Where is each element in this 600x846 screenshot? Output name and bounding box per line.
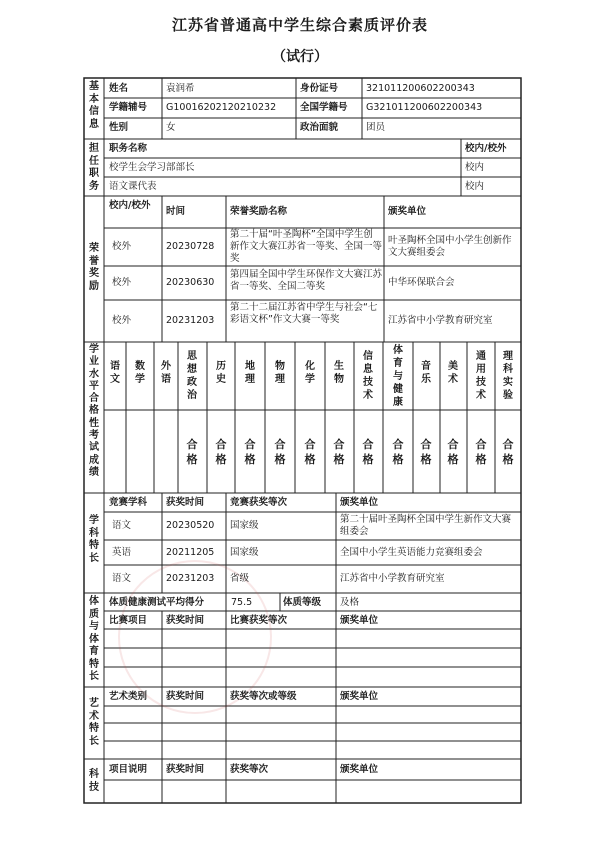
exam-subject: 外语 — [161, 361, 171, 385]
honor-row-scope: 校外 — [112, 241, 132, 252]
honor-row-scope: 校外 — [112, 277, 132, 288]
exam-grade: 合格 — [215, 438, 227, 466]
duty-row-name: 语文课代表 — [109, 181, 157, 192]
section-label-duty: 担任职务 — [89, 143, 99, 192]
reg-label: 学籍辅号 — [109, 102, 148, 113]
political-value: 团员 — [366, 122, 386, 133]
reg-value: G10016202120210232 — [166, 102, 277, 113]
exam-subject: 信息技术 — [363, 351, 373, 401]
exam-grade: 合格 — [304, 438, 316, 466]
exam-subject: 理科实验 — [503, 351, 513, 401]
exam-subject: 地理 — [245, 361, 255, 385]
national-label: 全国学籍号 — [300, 102, 348, 113]
subject-special-row-time: 20231203 — [166, 573, 215, 584]
duty-scope-header: 校内/校外 — [465, 143, 507, 154]
honor-time-header: 时间 — [166, 206, 186, 217]
duty-row-name: 校学生会学习部部长 — [109, 162, 195, 173]
subject-special-row-subject: 语文 — [112, 573, 132, 584]
exam-subject: 化学 — [305, 361, 315, 385]
exam-subject: 音乐 — [421, 361, 431, 385]
honor-row-time: 20230630 — [166, 277, 215, 288]
sports-level-header: 比赛获奖等次 — [230, 615, 288, 626]
exam-grade: 合格 — [244, 438, 256, 466]
exam-grade: 合格 — [447, 438, 459, 466]
subject-special-row-unit: 第二十届叶圣陶杯全国中学生新作文大赛组委会 — [340, 514, 512, 537]
section-label-exam: 学业水平合格性考试成绩 — [89, 344, 99, 478]
exam-grade: 合格 — [502, 438, 514, 466]
duty-row-scope: 校内 — [465, 181, 485, 192]
honor-row-time: 20230728 — [166, 241, 215, 252]
political-label: 政治面貌 — [300, 122, 339, 133]
honor-row-scope: 校外 — [112, 315, 132, 326]
honor-row-time: 20231203 — [166, 315, 215, 326]
exam-grade: 合格 — [362, 438, 374, 466]
section-label-basic: 基本信息 — [89, 81, 99, 130]
form-subtitle: （试行） — [272, 49, 328, 65]
gender-value: 女 — [166, 122, 176, 133]
subject-special-row-level: 国家级 — [230, 520, 259, 531]
sports-unit-header: 颁奖单位 — [340, 615, 379, 626]
honor-unit-header: 颁奖单位 — [388, 206, 427, 217]
exam-subject: 美术 — [448, 361, 458, 385]
exam-grade: 合格 — [274, 438, 286, 466]
duty-row-scope: 校内 — [465, 162, 485, 173]
exam-grade: 合格 — [186, 438, 198, 466]
section-label-tech: 科技 — [89, 769, 99, 793]
fitness-level-label: 体质等级 — [283, 597, 322, 608]
exam-grade: 合格 — [475, 438, 487, 466]
gender-label: 性别 — [109, 122, 129, 133]
subject-special-row-time: 20211205 — [166, 547, 215, 558]
tech-level-header: 获奖等次 — [230, 764, 269, 775]
sports-time-header: 获奖时间 — [166, 615, 205, 626]
id-label: 身份证号 — [300, 83, 339, 94]
honor-row-name: 第四届全国中学生环保作文大赛江苏省一等奖、全国二等奖 — [230, 269, 383, 292]
art-level-header: 获奖等次或等级 — [230, 691, 297, 702]
section-label-art: 艺术特长 — [89, 698, 99, 747]
exam-subject: 历史 — [216, 361, 226, 385]
honor-name-header: 荣誉奖励名称 — [230, 206, 288, 217]
exam-grade: 合格 — [392, 438, 404, 466]
honor-scope-header: 校内/校外 — [109, 200, 151, 211]
exam-subject: 体育与健康 — [393, 345, 403, 408]
honor-row-unit: 江苏省中小学教育研究室 — [388, 315, 493, 326]
subject-special-row-level: 省级 — [230, 573, 250, 584]
exam-grade: 合格 — [333, 438, 345, 466]
honor-row-unit: 叶圣陶杯全国中小学生创新作文大赛组委会 — [388, 235, 512, 258]
name-label: 姓名 — [109, 83, 129, 94]
exam-subject: 语文 — [110, 361, 120, 385]
art-unit-header: 颁奖单位 — [340, 691, 379, 702]
section-label-honor: 荣誉奖励 — [89, 243, 99, 292]
subject-special-row-time: 20230520 — [166, 520, 215, 531]
subject-special-row-level: 国家级 — [230, 547, 259, 558]
subject-special-subject-header: 竞赛学科 — [109, 497, 148, 508]
subject-special-level-header: 竞赛获奖等次 — [230, 497, 288, 508]
art-time-header: 获奖时间 — [166, 691, 205, 702]
tech-time-header: 获奖时间 — [166, 764, 205, 775]
exam-grade: 合格 — [420, 438, 432, 466]
exam-subject: 思想政治 — [187, 351, 197, 401]
honor-row-unit: 中华环保联合会 — [388, 277, 455, 288]
sports-item-header: 比赛项目 — [109, 615, 148, 626]
health-score-value: 75.5 — [231, 597, 253, 608]
fitness-level-value: 及格 — [340, 597, 360, 608]
subject-special-row-unit: 全国中小学生英语能力竞赛组委会 — [340, 547, 483, 558]
art-category-header: 艺术类别 — [109, 691, 148, 702]
duty-header: 职务名称 — [109, 143, 148, 154]
honor-row-name: 第二十二届江苏省中学生与社会“七彩语文杯”作文大赛一等奖 — [230, 302, 378, 325]
subject-special-row-subject: 语文 — [112, 520, 132, 531]
tech-item-header: 项目说明 — [109, 764, 148, 775]
name-value: 袁润希 — [166, 83, 195, 94]
exam-subject: 生物 — [334, 361, 344, 385]
form-title: 江苏省普通高中学生综合素质评价表 — [171, 16, 428, 34]
section-label-subject-special: 学科特长 — [89, 515, 99, 564]
exam-subject: 通用技术 — [476, 351, 486, 401]
section-label-sports: 体质与体育特长 — [89, 596, 99, 682]
tech-unit-header: 颁奖单位 — [340, 764, 379, 775]
exam-subject: 物理 — [275, 361, 285, 385]
exam-subject: 数学 — [135, 361, 145, 385]
id-value: 321011200602200343 — [366, 83, 475, 94]
national-value: G321011200602200343 — [366, 102, 483, 113]
subject-special-unit-header: 颁奖单位 — [340, 497, 379, 508]
subject-special-time-header: 获奖时间 — [166, 497, 205, 508]
subject-special-row-unit: 江苏省中小学教育研究室 — [340, 573, 445, 584]
subject-special-row-subject: 英语 — [112, 547, 132, 558]
health-score-label: 体质健康测试平均得分 — [109, 597, 205, 608]
honor-row-name: 第二十届“叶圣陶杯”全国中学生创新作文大赛江苏省一等奖、全国一等奖 — [230, 229, 383, 264]
